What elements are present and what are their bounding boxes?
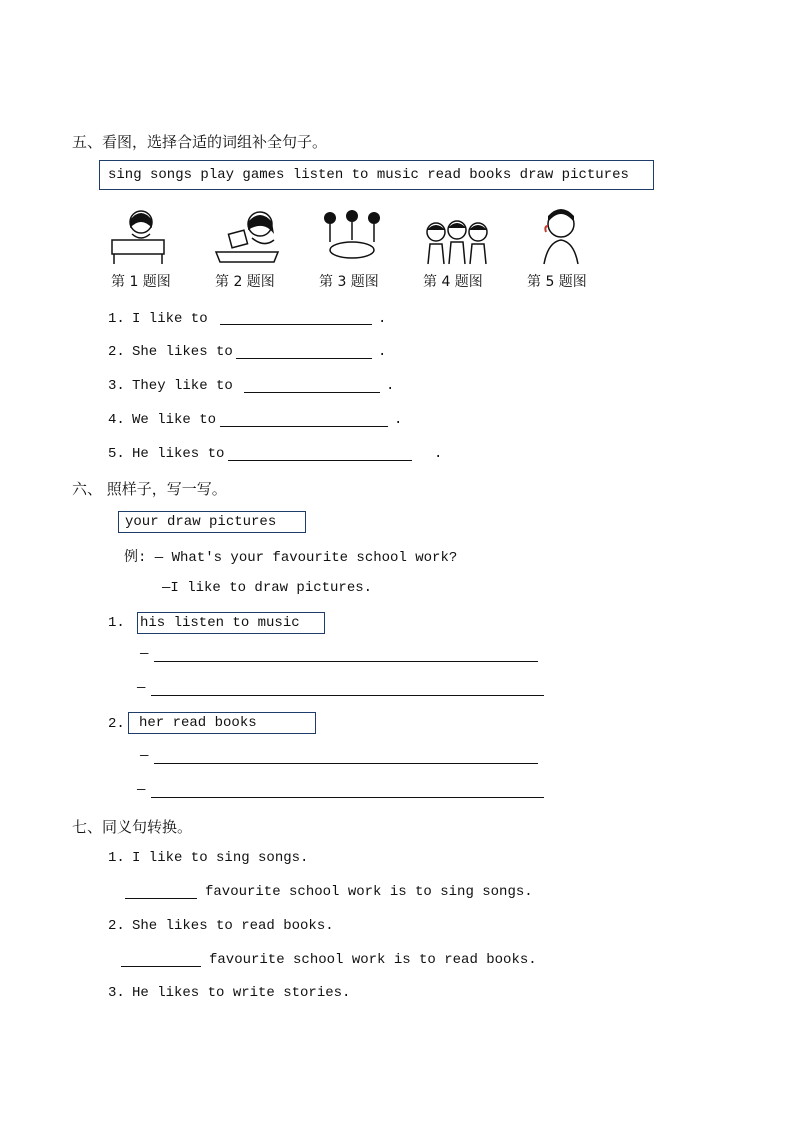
item-sentence: She likes to read books.: [132, 918, 334, 934]
figure-4-caption: 第 4 题图: [423, 274, 483, 290]
item-number: 4.: [108, 412, 125, 428]
answer-blank[interactable]: [121, 966, 201, 967]
figure-3-image: [318, 206, 386, 266]
item-number: 3.: [108, 378, 125, 394]
prompt-box-text: her read books: [139, 715, 257, 731]
figure-1-caption: 第 1 题图: [111, 274, 171, 290]
item-number: 1.: [108, 850, 125, 866]
item-text: I like to: [132, 311, 208, 327]
item-end: .: [394, 412, 403, 428]
answer-line[interactable]: [151, 797, 544, 798]
item-end: .: [378, 344, 387, 360]
item-end: .: [378, 311, 387, 327]
figure-2-image: [212, 204, 284, 266]
answer-blank[interactable]: [236, 358, 372, 359]
answer-line[interactable]: [154, 763, 538, 764]
prompt-box-text: his listen to music: [140, 615, 300, 631]
answer-blank[interactable]: [228, 460, 412, 461]
dash: —: [140, 646, 149, 662]
answer-blank[interactable]: [125, 898, 197, 899]
item-number: 1.: [108, 311, 125, 327]
item-number: 2.: [108, 716, 125, 732]
prompt-box: [128, 712, 316, 734]
section6-heading: 六、 照样子，写一写。: [72, 480, 227, 498]
figure-1-image: [108, 202, 168, 266]
item-text: He likes to: [132, 446, 225, 462]
answer-line[interactable]: [154, 661, 538, 662]
item-text: She likes to: [132, 344, 233, 360]
answer-line[interactable]: [151, 695, 544, 696]
section7-heading: 七、同义句转换。: [72, 818, 193, 836]
example-question: 例: — What's your favourite school work?: [124, 550, 458, 566]
item-end: .: [434, 446, 443, 462]
prompt-box: [137, 612, 325, 634]
item-text: We like to: [132, 412, 217, 428]
dash: —: [137, 782, 146, 798]
item-end: .: [386, 378, 395, 394]
item-text: They like to: [132, 378, 233, 394]
word-bank: sing songs play games listen to music read books draw pictures: [108, 167, 629, 183]
figure-5-caption: 第 5 题图: [527, 274, 587, 290]
answer-blank[interactable]: [220, 426, 388, 427]
item-number: 2.: [108, 344, 125, 360]
answer-blank[interactable]: [220, 324, 372, 325]
dash: —: [137, 680, 146, 696]
word-bank-box: [99, 160, 654, 190]
dash: —: [140, 748, 149, 764]
item-number: 2.: [108, 918, 125, 934]
item-rewrite: favourite school work is to sing songs.: [205, 884, 533, 900]
figure-2-caption: 第 2 题图: [215, 274, 275, 290]
item-number: 1.: [108, 615, 125, 631]
item-rewrite: favourite school work is to read books.: [209, 952, 537, 968]
figure-4-image: [422, 220, 492, 266]
item-number: 5.: [108, 446, 125, 462]
figure-5-image: [538, 204, 584, 266]
item-number: 3.: [108, 985, 125, 1001]
example-box: [118, 511, 306, 533]
example-answer: —I like to draw pictures.: [162, 580, 373, 596]
section5-heading: 五、看图，选择合适的词组补全句子。: [72, 133, 328, 151]
item-sentence: I like to sing songs.: [132, 850, 309, 866]
example-box-text: your draw pictures: [125, 514, 277, 530]
answer-blank[interactable]: [244, 392, 380, 393]
item-sentence: He likes to write stories.: [132, 985, 351, 1001]
figure-3-caption: 第 3 题图: [319, 274, 379, 290]
